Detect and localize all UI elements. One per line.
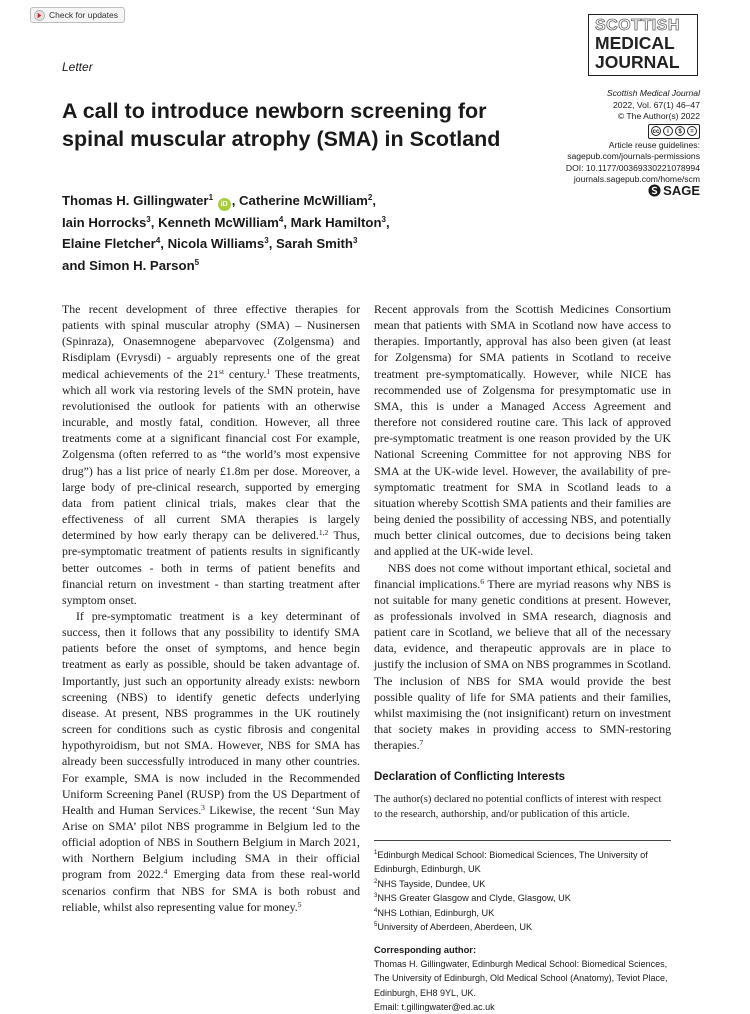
citation-ref[interactable]: 7 — [419, 738, 424, 748]
declaration-text: The author(s) declared no potential conflicts of interest with respect to the research, authorship, and/or publication of this article. — [374, 793, 662, 820]
corresponding-author-address: Thomas H. Gillingwater, Edinburgh Medical School: Biomedical Sciences, The University of Edinburgh, Old Medical School (Anatomy), Teviot Place, Edinburgh, EH8 9YL, UK. — [374, 959, 668, 998]
author-affiliation: 4 — [278, 214, 284, 224]
corresponding-author-email[interactable]: Email: t.gillingwater@ed.ac.uk — [374, 1001, 495, 1012]
p4-text-b: There are myriad reasons why NBS is not suitable for many genetic conditions at present. However, as professionals involved in SMA research, diagnosis and patient care in Scotland, we believe that all of the necessary data, evidence, and therapeutic approvals are in place to justify the inclusion of SMA on NBS programmes in Scotland. The inclusion of NBS for SMA would provide the best possible quality of life for SMA patients and their families, whilst maximising the (not insignificant) return on investment that society makes in providing access to SMN-restoring therapies. — [374, 576, 672, 753]
affiliation-number: 2 — [374, 878, 378, 885]
journal-metadata — [520, 88, 700, 186]
logo-line-2: MEDICAL — [595, 33, 675, 53]
author-affiliation: 2 — [367, 193, 373, 202]
affiliation-text: NHS Lothian, Edinburgh, UK — [377, 907, 495, 918]
p2-text-a: If pre-symptomatic treatment is a key determinant of success, then it follows that any possibility to identify SMA patients before the onset of symptoms, and hence begin treatment as early as possible, should be taken advantage of. Importantly, just such an opportunity already exists: newborn screening (NBS) to identify genetic defects underlying disease. At present, NBS programmes in the UK routinely screen for conditions such as cystic fibrosis and congenital hypothyroidism, but not SMA. However, NBS for SMA has already been successfully introduced in many other countries. For example, SMA is now included in the Recommended Uniform Screening Panel (RUSP) from the US Department of Health and Human Services. — [62, 608, 360, 817]
author-name: Kenneth McWilliam — [158, 214, 279, 230]
affiliation-number: 1 — [374, 849, 378, 856]
check-updates-label: Check for updates — [49, 10, 118, 20]
cc-icon: cc — [651, 126, 661, 136]
paragraph-1 — [62, 301, 360, 608]
publisher-logo — [648, 183, 700, 198]
author-affiliation: 3 — [352, 236, 358, 245]
publisher-name: SAGE — [663, 183, 700, 198]
body-column-right — [374, 301, 671, 1014]
author-name: Elaine Fletcher — [62, 236, 156, 251]
p2-text-c: Emerging data from these real-world scenarios confirm that NBS for SMA is both robust and reliable, whilst also representing value for money. — [62, 867, 361, 914]
author-name: Sarah Smith — [276, 236, 353, 251]
article-title: A call to introduce newborn screening for spinal muscular atrophy (SMA) in Scotland — [62, 99, 501, 151]
author-list: Thomas H. Gillingwater$^1$ iD , Catherine McWilliam$^2$, Iain Horrocks$^3$, Kenneth McWilliam$^4$, Mark Hamilton$^3$, Elaine Fletcher$^4$, Nicola Williams$^3$, Sarah Smith$^3$ and Simon H. Parson$^5$ — [62, 193, 390, 273]
author-name: Simon H. Parson — [89, 257, 195, 273]
p1-text-b: century. — [224, 366, 267, 381]
affiliation-text: NHS Greater Glasgow and Clyde, Glasgow, UK — [377, 893, 571, 904]
author-name: Thomas H. Gillingwater — [62, 193, 209, 208]
citation-ref[interactable]: 6 — [480, 576, 484, 586]
affiliation-item — [374, 920, 671, 935]
paragraph-2 — [62, 608, 360, 915]
reuse-guidelines: Article reuse guidelines: — [608, 139, 700, 150]
author-name: Iain Horrocks — [62, 214, 147, 230]
affiliation-item — [374, 906, 671, 921]
ordinal-suffix: st — [219, 366, 225, 376]
declaration-heading: Declaration of Conflicting Interests — [374, 771, 566, 784]
affiliation-number: 4 — [374, 907, 378, 914]
author-affiliation: 5 — [194, 257, 200, 267]
cc-license-icon[interactable] — [648, 124, 700, 139]
doi[interactable]: DOI: 10.1177/00369330221078994 — [565, 162, 700, 173]
journal-volume: 2022, Vol. 67(1) 46–47 — [613, 99, 700, 110]
article-type: Letter — [62, 60, 93, 74]
check-updates-icon — [34, 10, 45, 21]
author-affiliation: 3 — [381, 214, 386, 224]
logo-line-3: JOURNAL — [595, 51, 680, 72]
paragraph-4 — [374, 560, 671, 754]
author-affiliation: 3 — [146, 214, 151, 224]
body-column-left — [62, 301, 360, 915]
affiliation-item — [374, 848, 671, 877]
affiliation-number: 5 — [374, 922, 378, 929]
permissions-link[interactable]: sagepub.com/journals-permissions — [567, 151, 700, 161]
p1-text-d: Thus, pre-symptomatic treatment of patients results in significantly better outcomes - both in terms of patient benefits and financial return on investment - than starting treatment after symptom onset. — [62, 528, 360, 607]
affiliation-text: NHS Tayside, Dundee, UK — [377, 878, 486, 889]
citation-ref[interactable]: 5 — [297, 899, 302, 909]
sage-logo-icon — [648, 184, 661, 197]
affiliation-text: University of Aberdeen, Aberdeen, UK — [377, 922, 533, 933]
author-name: Catherine McWilliam — [239, 193, 368, 208]
cc-nc-icon: $ — [675, 126, 685, 136]
author-affiliation: 4 — [155, 236, 161, 245]
author-affiliation: 1 — [208, 193, 214, 202]
check-for-updates-button[interactable] — [30, 7, 125, 23]
p1-text-c: These treatments, which all work via restoring levels of the SMN protein, have revolutionised the outlook for patients with an otherwise incurable, and mostly fatal, condition. However, all three treatments come at a significant financial cost For example, Zolgensma (often referred to as “the world’s most expensive drug”) has a list price of nearly £1.8m per dose. Moreover, a large body of pre-clinical research, supported by emerging data from patient clinical trials, makes clear that the effectiveness of all current SMA therapies is largely determined by how early therapy can be delivered. — [62, 366, 360, 543]
orcid-icon[interactable]: iD — [218, 198, 231, 211]
copyright: © The Author(s) 2022 — [617, 111, 700, 121]
citation-ref[interactable]: 1 — [266, 366, 271, 376]
journal-home-link[interactable]: journals.sagepub.com/home/scm — [573, 174, 700, 184]
author-name: Nicola Williams — [167, 236, 265, 251]
affiliation-text: Edinburgh Medical School: Biomedical Sciences, The University of Edinburgh, Edinburgh, UK — [374, 849, 648, 875]
cc-nd-icon: = — [687, 126, 697, 136]
paragraph-3-continued: Recent approvals from the Scottish Medicines Consortium mean that patients with SMA in Scotland now have access to therapies. Importantly, approval has also been given (at least for Zolgensma) for SMA patients in Scotland to receive treatment pre-symptomatically. However, while NICE has recommended use of Zolgensma for presymptomatic use in SMA, this is under a Managed Access Agreement and therefore not considered routine care. This lack of approved pre-symptomatic treatment is one reason provided by the UK National Screening Committee for not approving NBS for SMA at the UK-wide level. However, the availability of pre-symptomatic treatment for SMA in Scotland leads to a situation whereby Scottish SMA patients and their families are being denied the possibility of accessing NBS, and potentially much better clinical outcomes, due to decisions being taken and applied at the UK-wide level. — [374, 302, 671, 559]
p4-text-a: NBS does not come without important ethical, societal and financial implications. — [374, 560, 671, 591]
corresponding-author-heading: Corresponding author: — [374, 943, 477, 955]
affiliation-item — [374, 877, 671, 892]
footnote-divider — [374, 840, 671, 841]
author-name: Mark Hamilton — [290, 214, 382, 230]
citation-ref[interactable]: 1,2 — [318, 528, 329, 538]
citation-ref[interactable]: 4 — [163, 867, 168, 877]
logo-line-1: SCOTTISH — [595, 17, 680, 34]
journal-logo — [588, 14, 698, 76]
p2-text-b: Likewise, the recent ‘Sun May Arise on SMA’ pilot NBS programme in Belgium led to the official adoption of NBS in Southern Belgium in March 2021, with Northern Belgium including SMA in their official program from 2022. — [62, 802, 360, 882]
cc-by-icon: i — [663, 126, 673, 136]
journal-name: Scottish Medical Journal — [606, 88, 700, 98]
citation-ref[interactable]: 3 — [201, 802, 205, 812]
author-affiliation: 3 — [264, 236, 269, 245]
affiliations — [374, 848, 671, 935]
affiliation-number: 3 — [374, 893, 378, 900]
affiliation-item — [374, 891, 671, 906]
p1-text-a: The recent development of three effective therapies for patients with spinal muscular atrophy (SMA) – Nusinersen (Spinraza), Onasemnogene abeparvovec (Zolgensma) and Risdiplam (Evrysdi) - arguably represents one of the great medical achievements of the 21 — [62, 302, 360, 381]
